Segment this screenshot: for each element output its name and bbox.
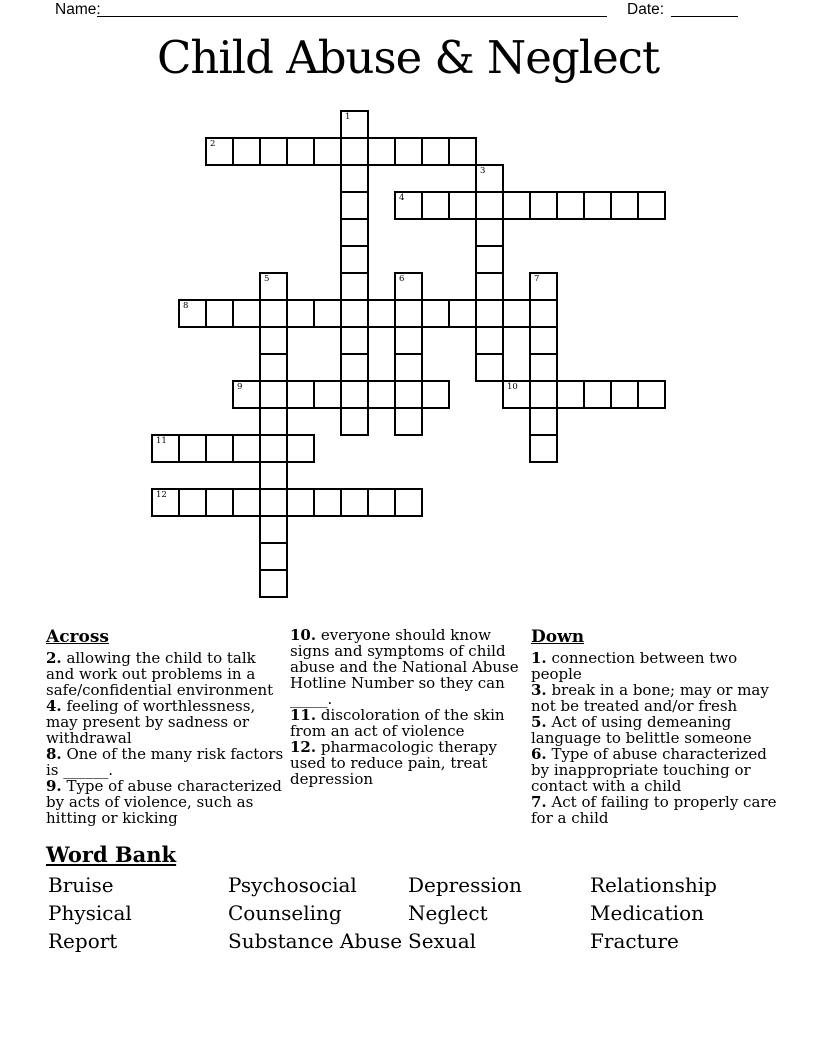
grid-cell[interactable] — [259, 542, 288, 571]
grid-cell[interactable] — [286, 488, 315, 517]
grid-cell[interactable] — [421, 137, 450, 166]
grid-cell[interactable] — [232, 488, 261, 517]
word-bank-word: Counseling — [228, 901, 342, 925]
grid-cell[interactable] — [340, 272, 369, 301]
grid-cell[interactable] — [637, 191, 666, 220]
grid-cell[interactable] — [313, 488, 342, 517]
grid-cell[interactable] — [394, 488, 423, 517]
grid-cell-number: 8 — [183, 301, 189, 311]
grid-cell[interactable] — [394, 191, 423, 220]
clue-item: 11. discoloration of the skin from an act of violence — [290, 706, 505, 740]
grid-cell[interactable] — [583, 191, 612, 220]
across-clues-list — [46, 650, 288, 826]
clue-item: 10. everyone should know signs and symptoms of child abuse and the National Abuse Hotline Number so they can _____. — [290, 626, 519, 708]
grid-cell[interactable] — [367, 137, 396, 166]
grid-cell[interactable] — [340, 110, 369, 139]
grid-cell[interactable] — [259, 434, 288, 463]
grid-cell[interactable] — [448, 299, 477, 328]
grid-cell[interactable] — [340, 488, 369, 517]
grid-cell[interactable] — [259, 515, 288, 544]
word-bank-word: Report — [48, 929, 118, 953]
word-bank-word: Sexual — [408, 929, 477, 953]
grid-cell[interactable] — [259, 353, 288, 382]
grid-cell[interactable] — [259, 326, 288, 355]
down-clues-list — [531, 650, 777, 826]
grid-cell[interactable] — [340, 353, 369, 382]
word-bank-list — [46, 871, 770, 955]
grid-cell[interactable] — [151, 434, 180, 463]
clue-number: 5. — [531, 713, 547, 731]
name-blank-line — [97, 16, 607, 17]
grid-cell[interactable] — [475, 299, 504, 328]
date-blank-line — [671, 16, 738, 17]
grid-cell[interactable] — [421, 191, 450, 220]
grid-cell[interactable] — [313, 137, 342, 166]
grid-cell[interactable] — [502, 380, 531, 409]
grid-cell[interactable] — [394, 380, 423, 409]
grid-cell[interactable] — [529, 299, 558, 328]
grid-cell[interactable] — [475, 218, 504, 247]
word-bank-word: Medication — [590, 901, 704, 925]
grid-cell-number: 2 — [210, 139, 216, 149]
grid-cell[interactable] — [529, 434, 558, 463]
grid-cell[interactable] — [205, 434, 234, 463]
grid-cell[interactable] — [259, 569, 288, 598]
grid-cell[interactable] — [556, 191, 585, 220]
grid-cell[interactable] — [340, 326, 369, 355]
word-bank-word: Relationship — [590, 873, 717, 897]
grid-cell-number: 7 — [534, 274, 540, 284]
grid-cell[interactable] — [340, 137, 369, 166]
grid-cell-number: 11 — [156, 436, 167, 446]
grid-cell[interactable] — [529, 353, 558, 382]
clue-item: 12. pharmacologic therapy used to reduce pain, treat depression — [290, 738, 498, 788]
page-title: Child Abuse & Neglect — [156, 31, 660, 84]
grid-cell[interactable] — [259, 272, 288, 301]
word-bank-word: Neglect — [408, 901, 488, 925]
clue-number: 9. — [46, 777, 62, 795]
grid-cell[interactable] — [394, 353, 423, 382]
grid-cell[interactable] — [529, 272, 558, 301]
grid-cell[interactable] — [259, 299, 288, 328]
grid-cell[interactable] — [313, 299, 342, 328]
clue-item: 4. feeling of worthlessness, may present by sadness or withdrawal — [46, 697, 256, 747]
grid-cell-number: 6 — [399, 274, 405, 284]
grid-cell[interactable] — [637, 380, 666, 409]
word-bank-word: Psychosocial — [228, 873, 357, 897]
grid-cell[interactable] — [205, 488, 234, 517]
grid-cell[interactable] — [205, 137, 234, 166]
grid-cell[interactable] — [259, 461, 288, 490]
grid-cell-number: 5 — [264, 274, 270, 284]
clue-number: 10. — [290, 626, 317, 644]
grid-cell[interactable] — [178, 488, 207, 517]
grid-cell[interactable] — [340, 380, 369, 409]
clue-number: 1. — [531, 649, 547, 667]
grid-cell[interactable] — [151, 488, 180, 517]
grid-cell[interactable] — [205, 299, 234, 328]
grid-cell[interactable] — [232, 434, 261, 463]
across-clues-continued-column — [290, 627, 530, 787]
grid-cell-number: 12 — [156, 490, 167, 500]
grid-cell[interactable] — [475, 164, 504, 193]
grid-cell-number: 3 — [480, 166, 486, 176]
grid-cell[interactable] — [259, 380, 288, 409]
date-label: Date: — [627, 1, 665, 18]
grid-cell[interactable] — [610, 380, 639, 409]
grid-cell[interactable] — [313, 380, 342, 409]
grid-cell[interactable] — [367, 380, 396, 409]
grid-cell[interactable] — [178, 434, 207, 463]
grid-cell-number: 4 — [399, 193, 405, 203]
grid-cell[interactable] — [475, 353, 504, 382]
grid-cell[interactable] — [340, 218, 369, 247]
grid-cell[interactable] — [475, 326, 504, 355]
clue-number: 2. — [46, 649, 62, 667]
clue-item: 8. One of the many risk factors is ______. — [46, 745, 284, 779]
grid-cell[interactable] — [610, 191, 639, 220]
grid-cell[interactable] — [475, 272, 504, 301]
grid-cell[interactable] — [232, 299, 261, 328]
word-bank-word: Bruise — [48, 873, 114, 897]
grid-cell[interactable] — [475, 191, 504, 220]
grid-cell[interactable] — [394, 326, 423, 355]
clue-item: 5. Act of using demeaning language to belittle someone — [531, 713, 752, 747]
across-heading: Across — [46, 627, 109, 647]
clue-number: 11. — [290, 706, 317, 724]
grid-cell[interactable] — [286, 380, 315, 409]
grid-cell[interactable] — [448, 137, 477, 166]
grid-cell[interactable] — [448, 191, 477, 220]
down-clues-column — [531, 627, 777, 826]
grid-cell[interactable] — [259, 407, 288, 436]
grid-cell[interactable] — [394, 299, 423, 328]
down-heading: Down — [531, 627, 585, 647]
grid-cell[interactable] — [556, 380, 585, 409]
across-clues-continued-list — [290, 627, 530, 787]
grid-cell[interactable] — [178, 299, 207, 328]
grid-cell[interactable] — [502, 191, 531, 220]
grid-cell[interactable] — [367, 488, 396, 517]
clue-item: 6. Type of abuse characterized by inappropriate touching or contact with a child — [531, 745, 767, 795]
word-bank-word: Depression — [408, 873, 522, 897]
word-bank-word: Substance Abuse — [228, 929, 403, 953]
word-bank-heading: Word Bank — [46, 842, 177, 867]
grid-cell-number: 9 — [237, 382, 243, 392]
grid-cell[interactable] — [232, 380, 261, 409]
grid-cell[interactable] — [475, 245, 504, 274]
word-bank-word: Fracture — [590, 929, 679, 953]
grid-cell[interactable] — [340, 245, 369, 274]
grid-cell[interactable] — [340, 191, 369, 220]
clue-number: 4. — [46, 697, 62, 715]
clue-number: 6. — [531, 745, 547, 763]
grid-cell[interactable] — [421, 380, 450, 409]
clue-item: 7. Act of failing to properly care for a child — [531, 793, 777, 827]
across-clues-column — [46, 627, 288, 826]
name-label: Name: — [55, 1, 101, 18]
grid-cell[interactable] — [340, 407, 369, 436]
clue-item: 3. break in a bone; may or may not be treated and/or fresh — [531, 681, 769, 715]
clue-item: 2. allowing the child to talk and work out problems in a safe/confidential environment — [46, 649, 274, 699]
clue-item: 9. Type of abuse characterized by acts of violence, such as hitting or kicking — [46, 777, 282, 827]
grid-cell[interactable] — [583, 380, 612, 409]
grid-cell[interactable] — [259, 137, 288, 166]
grid-cell[interactable] — [340, 164, 369, 193]
grid-cell[interactable] — [394, 272, 423, 301]
grid-cell[interactable] — [340, 299, 369, 328]
grid-cell[interactable] — [394, 137, 423, 166]
grid-cell[interactable] — [529, 380, 558, 409]
grid-cell[interactable] — [394, 407, 423, 436]
clue-item: 1. connection between two people — [531, 649, 738, 683]
clue-number: 8. — [46, 745, 62, 763]
word-bank-word: Physical — [48, 901, 132, 925]
grid-cell[interactable] — [529, 326, 558, 355]
clue-number: 3. — [531, 681, 547, 699]
grid-cell[interactable] — [286, 137, 315, 166]
grid-cell-number: 1 — [345, 112, 351, 122]
grid-cell[interactable] — [259, 488, 288, 517]
grid-cell[interactable] — [421, 299, 450, 328]
grid-cell[interactable] — [232, 137, 261, 166]
grid-cell[interactable] — [367, 299, 396, 328]
grid-cell[interactable] — [529, 407, 558, 436]
grid-cell[interactable] — [286, 434, 315, 463]
grid-cell[interactable] — [529, 191, 558, 220]
grid-cell[interactable] — [502, 299, 531, 328]
grid-cell[interactable] — [286, 299, 315, 328]
grid-cell-number: 10 — [507, 382, 518, 392]
clue-number: 7. — [531, 793, 547, 811]
clue-number: 12. — [290, 738, 317, 756]
